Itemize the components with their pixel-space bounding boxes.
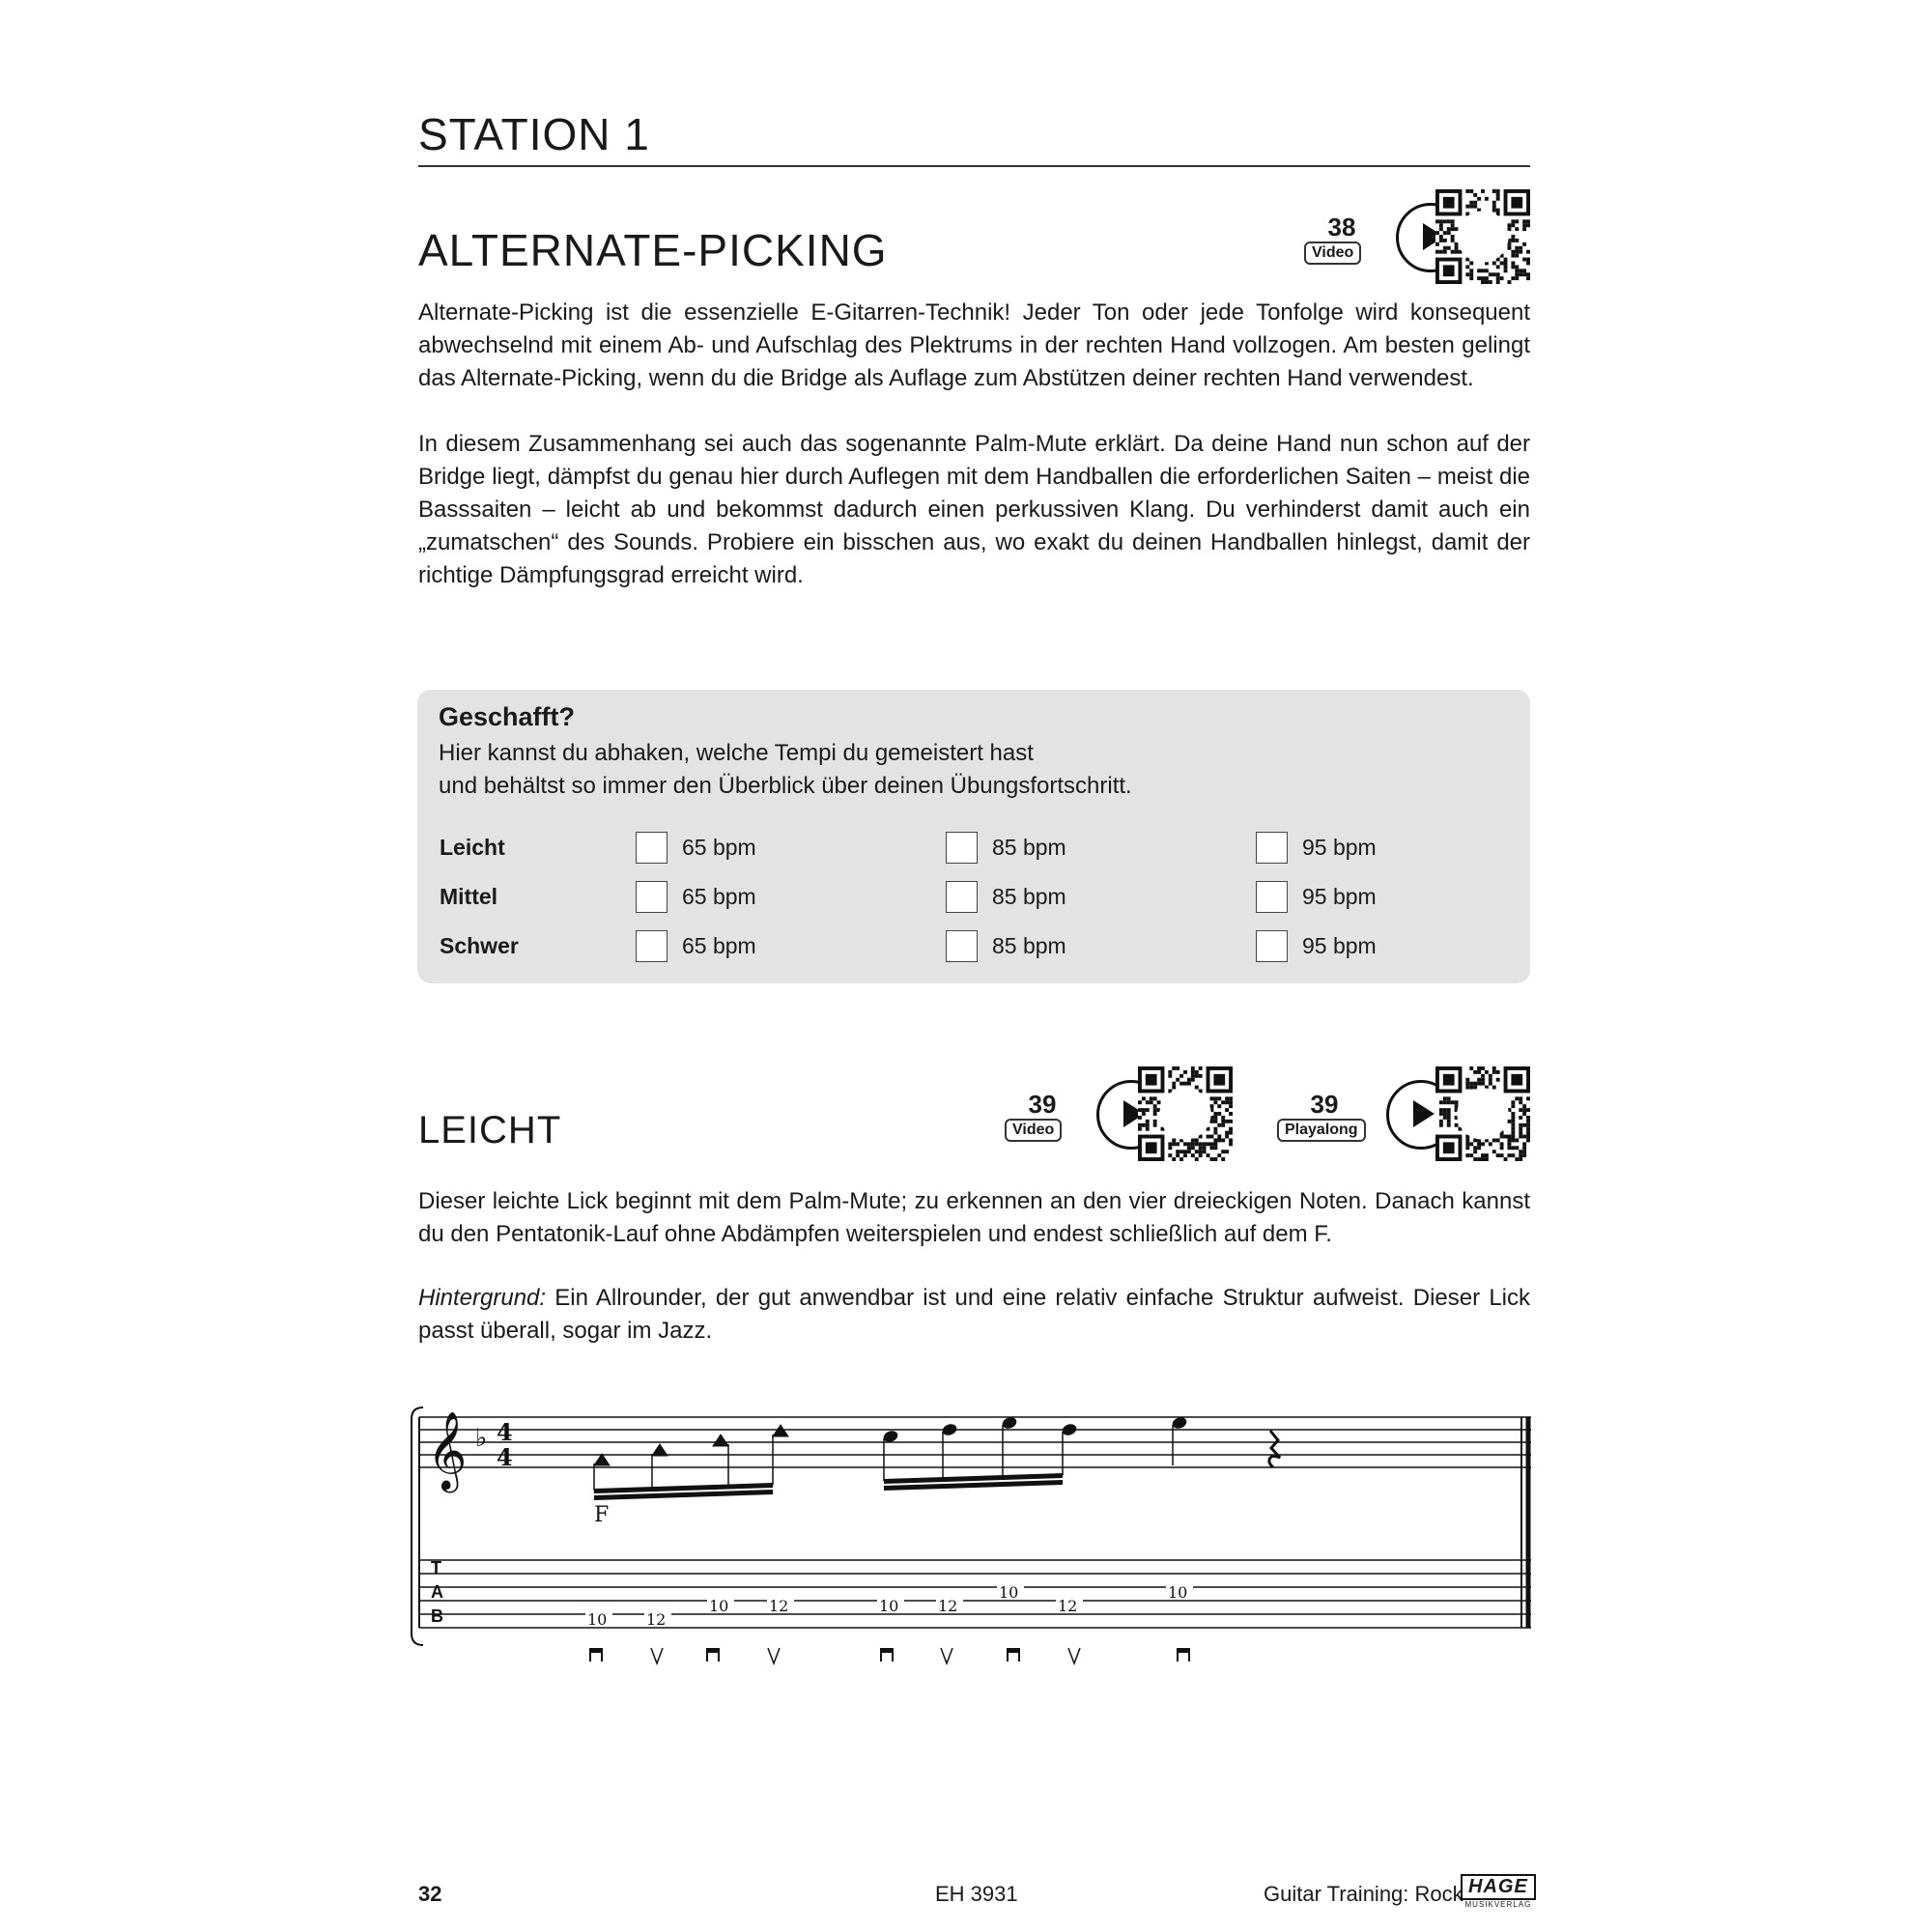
media-number: 38 — [1327, 213, 1356, 242]
progress-box-text — [439, 737, 1132, 803]
bpm-label: 85 bpm — [992, 884, 1066, 909]
tab-numbers — [585, 1583, 1193, 1629]
note-head — [1062, 1423, 1078, 1436]
intro-paragraph-1: Alternate-Picking ist die essenzielle E-Gitarren-Technik! Jeder Ton oder jede Tonfolge wird konsequent abwechselnd mit einem Ab- und Aufschlag des Plektrums in der rechten Hand vollzogen. Am besten gelingt das Alternate-Picking, wenn du die Bridge als Auflage zum Abstützen deiner rechten Hand verwendest. — [418, 299, 1530, 391]
checkbox-leicht-95[interactable] — [1256, 832, 1288, 864]
checkbox-schwer-95[interactable] — [1256, 930, 1288, 962]
bpm-label: 85 bpm — [992, 933, 1066, 958]
bpm-label: 85 bpm — [992, 835, 1066, 860]
bpm-label: 65 bpm — [682, 933, 756, 958]
intro-paragraph-2: In diesem Zusammenhang sei auch das sogenannte Palm-Mute erklärt. Da deine Hand nun schon auf der Bridge liegt, dämpfst du genau hier durch Auflegen mit dem Handballen die erforderlichen Saiten – meist die Basssaiten – leicht ab und bekommst dadurch einen perkussiven Klang. Du verhinderst damit auch ein „zumatschen“ des Sounds. Probiere ein bisschen aus, wo exakt du deinen Handballen hinlegst, damit der richtige Dämpfungsgrad erreicht wird. — [418, 431, 1530, 588]
bpm-label: 65 bpm — [682, 884, 756, 909]
tab-number: 10 — [709, 1597, 729, 1615]
upstroke-icon — [941, 1648, 952, 1663]
series-title: Guitar Training: Rock — [1264, 1882, 1463, 1906]
publisher-name: HAGE — [1461, 1874, 1536, 1900]
triangle-note — [594, 1454, 610, 1465]
intro-text — [418, 297, 1530, 592]
staff-lines — [419, 1417, 1531, 1467]
bpm-label: 95 bpm — [1302, 884, 1377, 909]
media-number: 39 — [1028, 1090, 1057, 1119]
hintergrund-text: Ein Allrounder, der gut anwendbar ist und eine relativ einfache Struktur aufweist. Dieser Lick passt überall, sogar im Jazz. — [418, 1285, 1530, 1344]
leicht-paragraph-2 — [418, 1282, 1530, 1348]
tab-number: 12 — [938, 1597, 958, 1615]
checkbox-mittel-95[interactable] — [1256, 881, 1288, 913]
note-group-2 — [883, 1416, 1078, 1491]
tab-number: 10 — [587, 1610, 608, 1629]
row-label-mittel: Mittel — [440, 884, 498, 909]
tab-number: 12 — [769, 1597, 789, 1615]
note-head — [1002, 1416, 1018, 1430]
triangle-note — [773, 1425, 788, 1436]
triangle-note — [652, 1444, 668, 1456]
hintergrund-label: Hintergrund: — [418, 1285, 547, 1311]
quarter-rest-icon — [1269, 1431, 1280, 1467]
qr-code-icon[interactable] — [1435, 1066, 1530, 1161]
pick-directions — [570, 1642, 1227, 1671]
publisher-logo — [1461, 1874, 1536, 1909]
tab-number: 12 — [1058, 1597, 1078, 1615]
flat-icon: ♭ — [475, 1424, 488, 1453]
bpm-label: 65 bpm — [682, 835, 756, 860]
downstroke-icon — [1177, 1648, 1190, 1662]
checkbox-schwer-85[interactable] — [946, 930, 978, 962]
downstroke-icon — [1007, 1648, 1020, 1662]
checkbox-schwer-65[interactable] — [636, 930, 668, 962]
system-bracket — [412, 1407, 423, 1645]
qr-code-icon[interactable] — [1435, 189, 1530, 284]
media-label: Playalong — [1277, 1119, 1366, 1142]
downstroke-icon — [880, 1648, 894, 1662]
progress-box-title: Geschafft? — [439, 702, 576, 731]
tab-number: 10 — [1168, 1583, 1188, 1602]
header-rule — [418, 165, 1530, 167]
progress-box-line-2: und behältst so immer den Überblick über deinen Übungsfortschritt. — [439, 773, 1132, 799]
bpm-label: 95 bpm — [1302, 835, 1377, 860]
tab-number: 12 — [646, 1610, 667, 1629]
upstroke-icon — [651, 1648, 663, 1663]
section-title: ALTERNATE-PICKING — [418, 225, 888, 275]
media-label: Video — [1304, 242, 1361, 265]
row-label-leicht: Leicht — [440, 835, 505, 860]
treble-clef-icon: 𝄞 — [427, 1410, 468, 1490]
bpm-label: 95 bpm — [1302, 933, 1377, 958]
leicht-paragraph-1: Dieser leichte Lick beginnt mit dem Palm-Mute; zu erkennen an den vier dreieckigen Noten. Danach kannst du den Pentatonik-Lauf ohne Abdämpfen weiterspielen und endest schließlich auf dem F. — [418, 1188, 1530, 1247]
note-head — [1172, 1416, 1188, 1430]
tab-letter-b: B — [431, 1606, 443, 1626]
product-code: EH 3931 — [935, 1882, 1018, 1906]
leicht-title: LEICHT — [418, 1109, 562, 1151]
quarter-note — [1172, 1416, 1188, 1465]
qr-code-icon[interactable] — [1138, 1066, 1233, 1161]
station-title: STATION 1 — [418, 109, 650, 159]
checkbox-mittel-85[interactable] — [946, 881, 978, 913]
time-sig-bottom: 4 — [497, 1443, 513, 1471]
media-label: Video — [1005, 1119, 1062, 1142]
note-head — [942, 1423, 958, 1436]
tab-number: 10 — [879, 1597, 899, 1615]
progress-box-line-1: Hier kannst du abhaken, welche Tempi du gemeistert hast — [439, 740, 1034, 766]
music-notation — [406, 1396, 1536, 1657]
note-group-palm-mute — [594, 1425, 788, 1500]
note-head — [883, 1430, 899, 1443]
publisher-sub: MUSIKVERLAG — [1464, 1900, 1532, 1909]
tab-letter-t: T — [431, 1558, 441, 1577]
tab-number: 10 — [999, 1583, 1019, 1602]
downstroke-icon — [706, 1648, 720, 1662]
upstroke-icon — [1068, 1648, 1080, 1663]
time-sig-top: 4 — [497, 1418, 513, 1446]
checkbox-mittel-65[interactable] — [636, 881, 668, 913]
checkbox-leicht-65[interactable] — [636, 832, 668, 864]
page-number: 32 — [418, 1882, 442, 1906]
checkbox-leicht-85[interactable] — [946, 832, 978, 864]
media-number: 39 — [1310, 1090, 1339, 1119]
row-label-schwer: Schwer — [440, 933, 519, 958]
triangle-note — [713, 1435, 728, 1446]
upstroke-icon — [768, 1648, 780, 1663]
downstroke-icon — [589, 1648, 603, 1662]
chord-label: F — [594, 1503, 610, 1527]
tab-letter-a: A — [431, 1582, 443, 1602]
leicht-text — [418, 1185, 1530, 1348]
